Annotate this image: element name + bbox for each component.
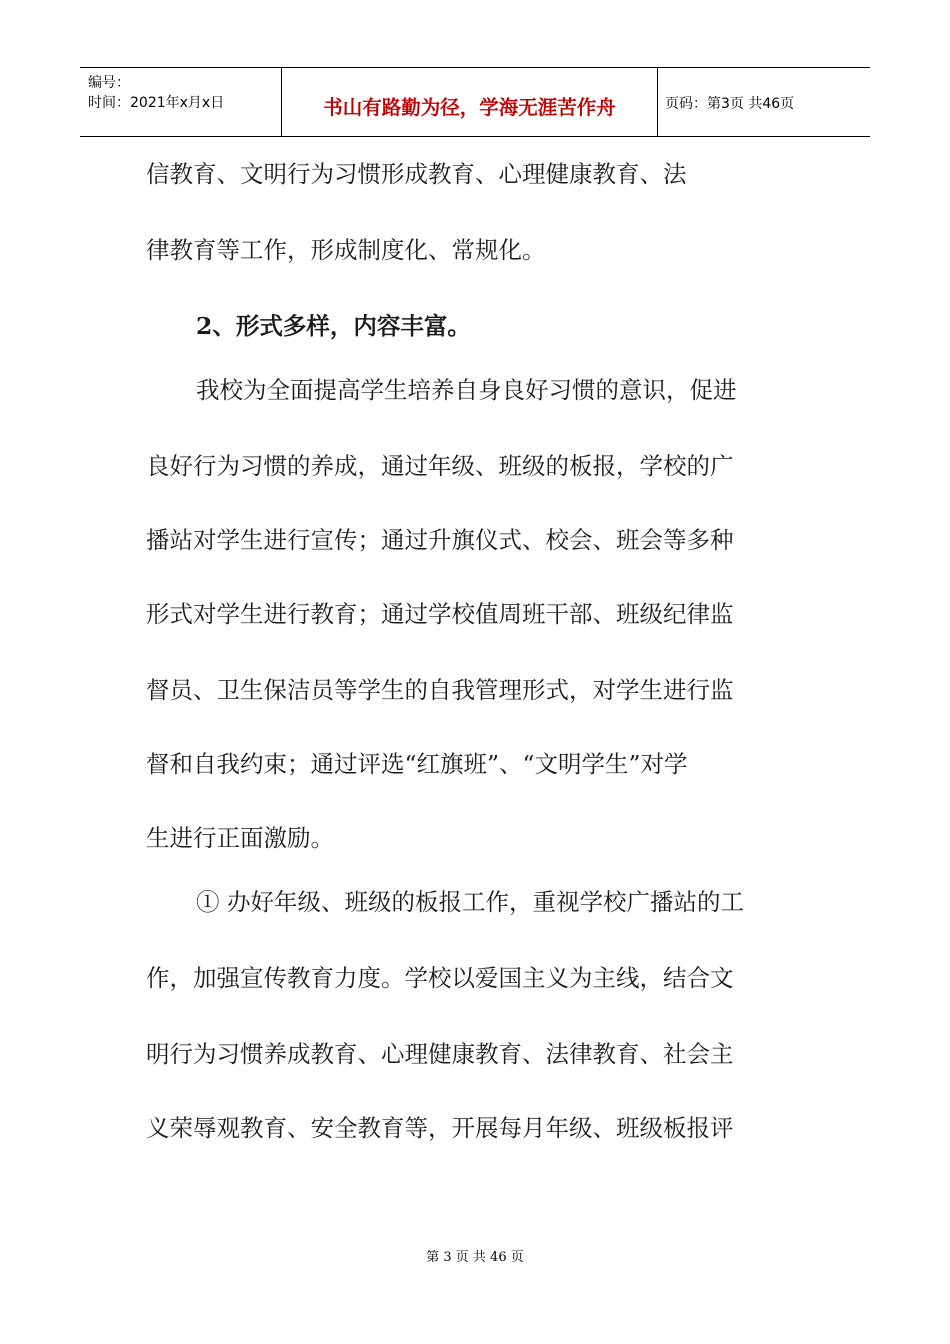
section-heading: 2、形式多样，内容丰富。 xyxy=(196,312,471,340)
body-line: 良好行为习惯的养成，通过年级、班级的板报，学校的广 xyxy=(146,452,734,480)
body-line: 义荣辱观教育、安全教育等，开展每月年级、班级板报评 xyxy=(146,1114,734,1142)
header-meta-cell xyxy=(80,68,281,136)
document-date-label: 时间：2021年x月x日 xyxy=(88,95,225,111)
body-line: 作，加强宣传教育力度。学校以爱国主义为主线，结合文 xyxy=(146,964,734,992)
body-line: 督和自我约束；通过评选“红旗班”、“文明学生”对学 xyxy=(146,750,688,778)
header-motto: 书山有路勤为径，学海无涯苦作舟 xyxy=(323,96,616,119)
document-number-label: 编号： xyxy=(88,75,130,91)
body-line: 明行为习惯养成教育、心理健康教育、法律教育、社会主 xyxy=(146,1040,734,1068)
body-line: ① 办好年级、班级的板报工作，重视学校广播站的工 xyxy=(196,888,744,916)
body-line: 督员、卫生保洁员等学生的自我管理形式，对学生进行监 xyxy=(146,676,734,704)
body-line: 形式对学生进行教育；通过学校值周班干部、班级纪律监 xyxy=(146,600,734,628)
header-page-info: 页码：第3页 共46页 xyxy=(665,96,795,112)
header-motto-cell xyxy=(281,68,658,136)
body-line: 播站对学生进行宣传；通过升旗仪式、校会、班会等多种 xyxy=(146,526,734,554)
body-line: 我校为全面提高学生培养自身良好习惯的意识，促进 xyxy=(196,376,737,404)
body-line: 生进行正面激励。 xyxy=(146,824,334,852)
page-header xyxy=(80,67,870,137)
body-line: 律教育等工作，形成制度化、常规化。 xyxy=(146,236,546,264)
body-line: 信教育、文明行为习惯形成教育、心理健康教育、法 xyxy=(146,160,687,188)
page-footer: 第 3 页 共 46 页 xyxy=(426,1250,524,1265)
